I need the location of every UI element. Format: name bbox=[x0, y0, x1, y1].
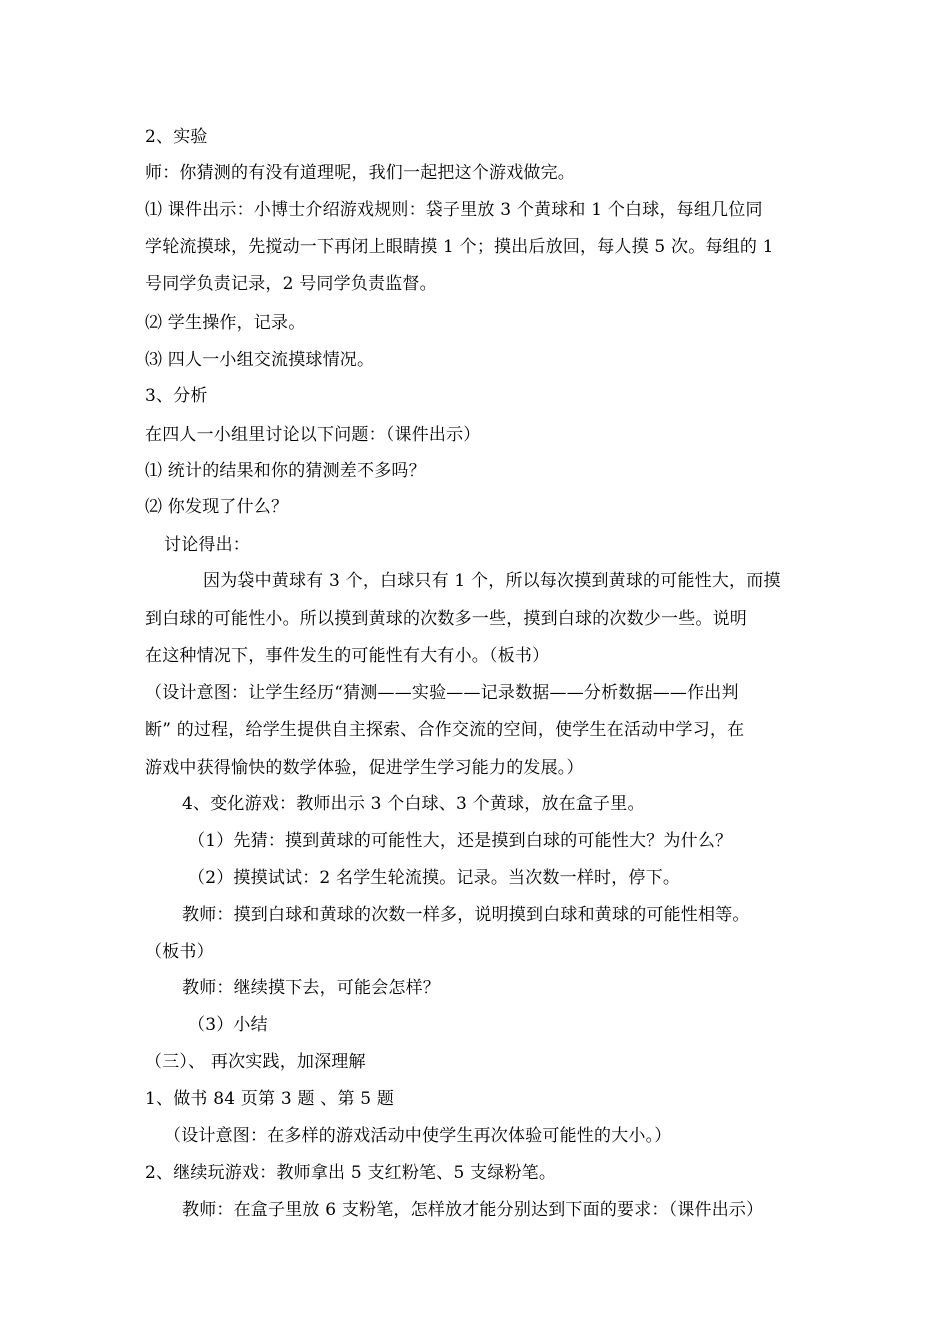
list-item: ⑵ 你发现了什么？ bbox=[145, 497, 289, 517]
paragraph-line: 在四人一小组里讨论以下问题：（课件出示） bbox=[145, 425, 481, 445]
section-heading-analysis: 3、分析 bbox=[145, 386, 208, 406]
design-note-line: （设计意图：在多样的游戏活动中使学生再次体验可能性的大小。） bbox=[164, 1126, 672, 1146]
section-heading-experiment: 2、实验 bbox=[145, 127, 208, 147]
list-item: 2、继续玩游戏：教师拿出 5 支红粉笔、5 支绿粉笔。 bbox=[145, 1163, 557, 1183]
design-note-line: （设计意图：让学生经历“猜测——实验——记录数据——分析数据——作出判 bbox=[145, 683, 739, 703]
paragraph-line: 到白球的可能性小。所以摸到黄球的次数多一些，摸到白球的次数少一些。说明 bbox=[145, 609, 747, 629]
list-item: ⑶ 四人一小组交流摸球情况。 bbox=[145, 350, 375, 370]
paragraph-line: 号同学负责记录，2 号同学负责监督。 bbox=[145, 274, 437, 294]
paragraph-line: 因为袋中黄球有 3 个，白球只有 1 个，所以每次摸到黄球的可能性大，而摸 bbox=[203, 571, 781, 591]
paragraph-line: 讨论得出： bbox=[164, 535, 250, 555]
paragraph-line: 学轮流摸球，先搅动一下再闭上眼睛摸 1 个；摸出后放回，每人摸 5 次。每组的 1 bbox=[145, 237, 774, 257]
section-heading-variation: 4、变化游戏：教师出示 3 个白球、3 个黄球，放在盒子里。 bbox=[182, 794, 645, 814]
design-note-line: 断” 的过程，给学生提供自主探索、合作交流的空间，使学生在活动中学习，在 bbox=[145, 720, 745, 740]
teacher-line: 师：你猜测的有没有道理呢，我们一起把这个游戏做完。 bbox=[145, 163, 575, 183]
design-note-line: 游戏中获得愉快的数学体验，促进学生学习能力的发展。） bbox=[145, 758, 584, 778]
list-item: ⑴ 统计的结果和你的猜测差不多吗？ bbox=[145, 461, 426, 481]
teacher-line: 教师：在盒子里放 6 支粉笔，怎样放才能分别达到下面的要求：（课件出示） bbox=[182, 1200, 764, 1220]
paragraph-line: 在这种情况下，事件发生的可能性有大有小。（板书） bbox=[145, 646, 550, 666]
paragraph-line: （板书） bbox=[145, 942, 214, 962]
list-item: ⑵ 学生操作，记录。 bbox=[145, 313, 306, 333]
list-item: （1）先猜：摸到黄球的可能性大，还是摸到白球的可能性大？为什么？ bbox=[188, 831, 733, 851]
list-item: （3）小结 bbox=[188, 1015, 268, 1035]
teacher-line: 教师：继续摸下去，可能会怎样？ bbox=[182, 978, 440, 998]
paragraph-line: ⑴ 课件出示：小博士介绍游戏规则：袋子里放 3 个黄球和 1 个白球，每组几位同 bbox=[145, 200, 763, 220]
list-item: 1、做书 84 页第 3 题 、第 5 题 bbox=[145, 1089, 395, 1109]
teacher-line: 教师：摸到白球和黄球的次数一样多，说明摸到白球和黄球的可能性相等。 bbox=[182, 905, 750, 925]
list-item: （2）摸摸试试：2 名学生轮流摸。记录。当次数一样时，停下。 bbox=[188, 868, 681, 888]
section-heading-practice: （三）、 再次实践，加深理解 bbox=[145, 1052, 366, 1072]
